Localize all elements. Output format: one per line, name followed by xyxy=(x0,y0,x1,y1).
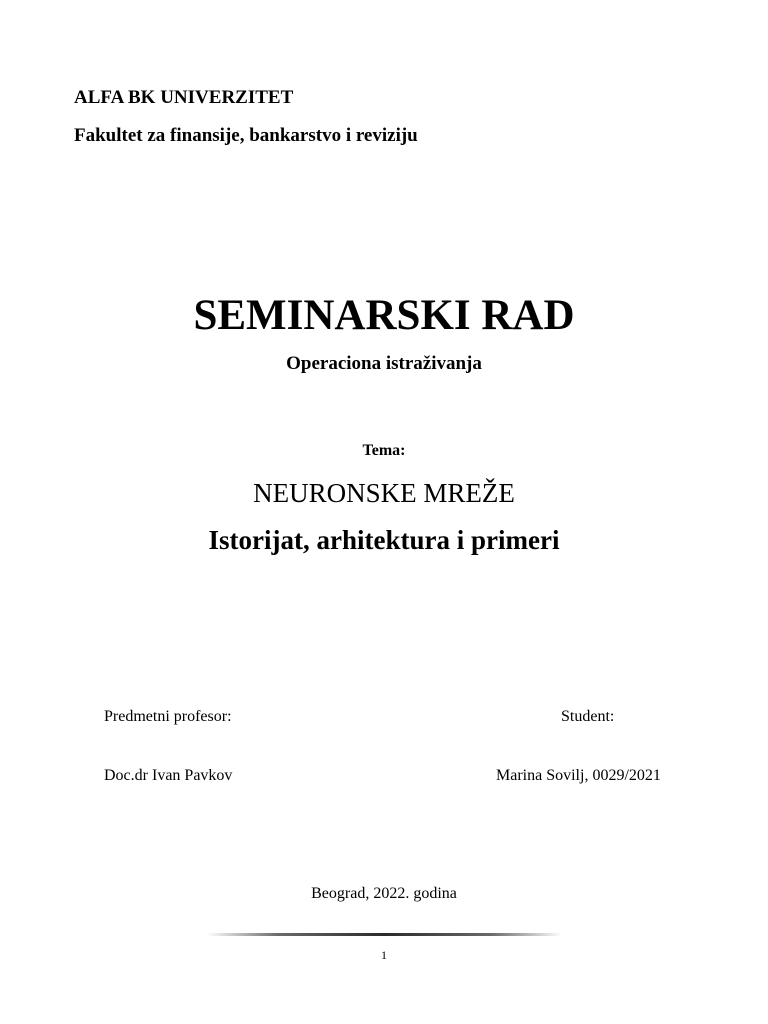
student-label: Student: xyxy=(561,708,615,725)
faculty-name: Fakultet za finansije, bankarstvo i reviziju xyxy=(74,125,418,146)
footer-divider xyxy=(207,933,562,936)
subject-name: Operaciona istraživanja xyxy=(286,353,482,374)
university-name: ALFA BK UNIVERZITET xyxy=(74,87,294,108)
document-type-title: SEMINARSKI RAD xyxy=(193,292,575,339)
topic-subtitle: Istorijat, arhitektura i primeri xyxy=(208,525,560,555)
student-name: Marina Sovilj, 0029/2021 xyxy=(496,767,661,784)
page-number: 1 xyxy=(381,948,387,962)
professor-name: Doc.dr Ivan Pavkov xyxy=(104,767,233,784)
place-and-date: Beograd, 2022. godina xyxy=(311,885,457,902)
professor-label: Predmetni profesor: xyxy=(104,708,232,725)
topic-label: Tema: xyxy=(362,442,406,459)
topic-title: NEURONSKE MREŽE xyxy=(253,478,515,508)
